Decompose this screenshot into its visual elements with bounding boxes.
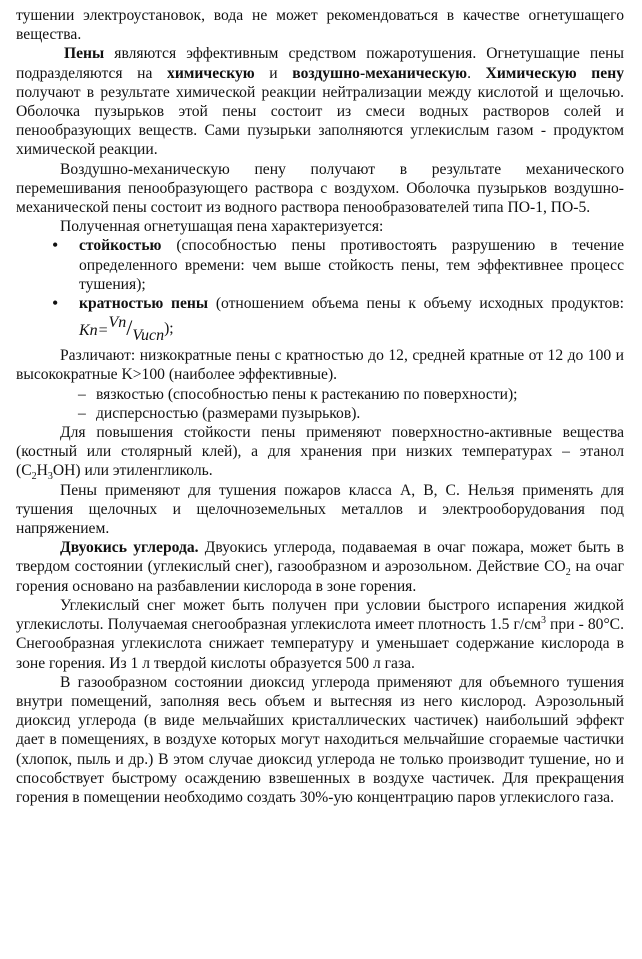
term-foams: Пены (64, 45, 105, 63)
term-expansion: кратностью пены (79, 295, 209, 313)
text-span: (способностью пены противостоять разрушению в течение определенного времени: чем выше стойкость пены, тем эффективнее процесс тушения); (79, 237, 624, 293)
paragraph-distinguish: Различают: низкократные пены с кратностью до 12, средней кратные от 12 до 100 и высокократные K>100 (наиболее эффективные). (16, 347, 624, 384)
text-span: . (467, 64, 486, 82)
text-span: являются эффективным средством пожаротушения. Огнетушащие пены подразделяются на (16, 45, 624, 82)
term-stability: стойкостью (79, 237, 162, 255)
paragraph-co2-gas: В газообразном состоянии диоксид углерода применяют для объемного тушения внутри помещений, заполняя весь объем и вытесняя из него кислород. Аэрозольный диоксид углерода (в виде мельчайших кристаллических частичек) наибольший эффект дает в помещениях, в воздухе которых могут находиться мельчайшие сгораемые частички (хлопок, пыль и др.) В этом случае диоксид углерода не только производит тушение, но и способствует быстрому осаждению взвешенных в воздухе частичек. Для прекращения горения в помещении необходимо создать 30%-ую концентрацию паров углекислого газа. (16, 673, 624, 806)
paragraph-characteristics: Полученная огнетушащая пена характеризуется: (60, 218, 384, 236)
text-span: на очаг горения основано на разбавлении кислорода в зоне горения. (16, 558, 624, 595)
text-span: и (254, 64, 293, 82)
text-span: Углекислый снег может быть получен при условии быстрого испарения жидкой углекислоты. Получаемая снегообразная углекислота имеет плотность 1.5 г/см (16, 596, 624, 634)
formula-lhs: Kn= (79, 322, 109, 340)
term-air-mechanical: воздушно-механическую (292, 64, 468, 82)
list-item-stability (52, 236, 624, 294)
paragraph-foams (16, 44, 624, 159)
text-span: (отношением объема пены к объему исходных продуктов: (208, 295, 624, 313)
list-item-expansion (52, 294, 624, 346)
paragraph-co2-snow (16, 596, 624, 673)
term-chemical: химическую (167, 64, 255, 82)
formula-denominator: Vucn (132, 327, 165, 345)
subscript: 2 (31, 471, 37, 483)
formula-numerator: Vn (108, 314, 127, 332)
subscript: 3 (47, 471, 53, 483)
paragraph-intro: тушении электроустановок, вода не может рекомендоваться в качестве огнетушащего вещества. (16, 7, 624, 44)
expansion-formula (79, 313, 164, 346)
paragraph-stability-agents (16, 423, 624, 481)
text-span: OH) или этиленгликоль. (52, 462, 213, 480)
term-chemical-foam: Химическую пену (485, 64, 624, 82)
paragraph-air-mechanical: Воздушно-механическую пену получают в результате механического перемешивания пенообразующего раствора с воздухом. Оболочка пузырьков воздушно-механической пены состоит из водного раствора пенообразователей типа ПО-1, ПО-5. (16, 160, 624, 217)
list-item-viscosity: – вязкостью (способностью пены к растеканию по поверхности); (78, 385, 624, 404)
text-span: получают в результате химической реакции нейтрализации между кислотой и щелочью. Оболочка пузырьков этой пены состоит из смеси водных растворов солей и пенообразующих веществ. Сами пузырьки заполняются углекислым газом - продуктом химической реакции. (16, 83, 624, 159)
term-co2: Двуокись углерода. (60, 539, 199, 557)
characteristics-list (16, 236, 624, 346)
text-span: H (36, 462, 48, 480)
text-span: Двуокись углерода, подаваемая в очаг пожара, может быть в твердом состоянии (углекислый снег), газообразном и аэрозольном. Действие CO (16, 539, 624, 576)
subscript: 2 (565, 567, 571, 579)
properties-list (16, 385, 624, 423)
text-span: при - 80°С. Снегообразная углекислота снижает температуру и уменьшает содержание кислорода в зоне горения. Из 1 л твердой кислоты образуется 500 л газа. (16, 616, 624, 672)
paragraph-co2 (16, 538, 624, 596)
superscript: 3 (540, 614, 546, 626)
list-item-dispersity: – дисперсностью (размерами пузырьков). (78, 404, 624, 423)
text-span: Для повышения стойкости пены применяют поверхностно-активные вещества (костный или столярный клей), а для хранения при низких температурах – этанол (C (16, 424, 624, 480)
formula-slash: / (126, 315, 133, 341)
text-span: ); (164, 320, 174, 338)
paragraph-foam-usage: Пены применяют для тушения пожаров класса А, В, С. Нельзя применять для тушения щелочных и щелочноземельных металлов и электрооборудования под напряжением. (16, 481, 624, 538)
